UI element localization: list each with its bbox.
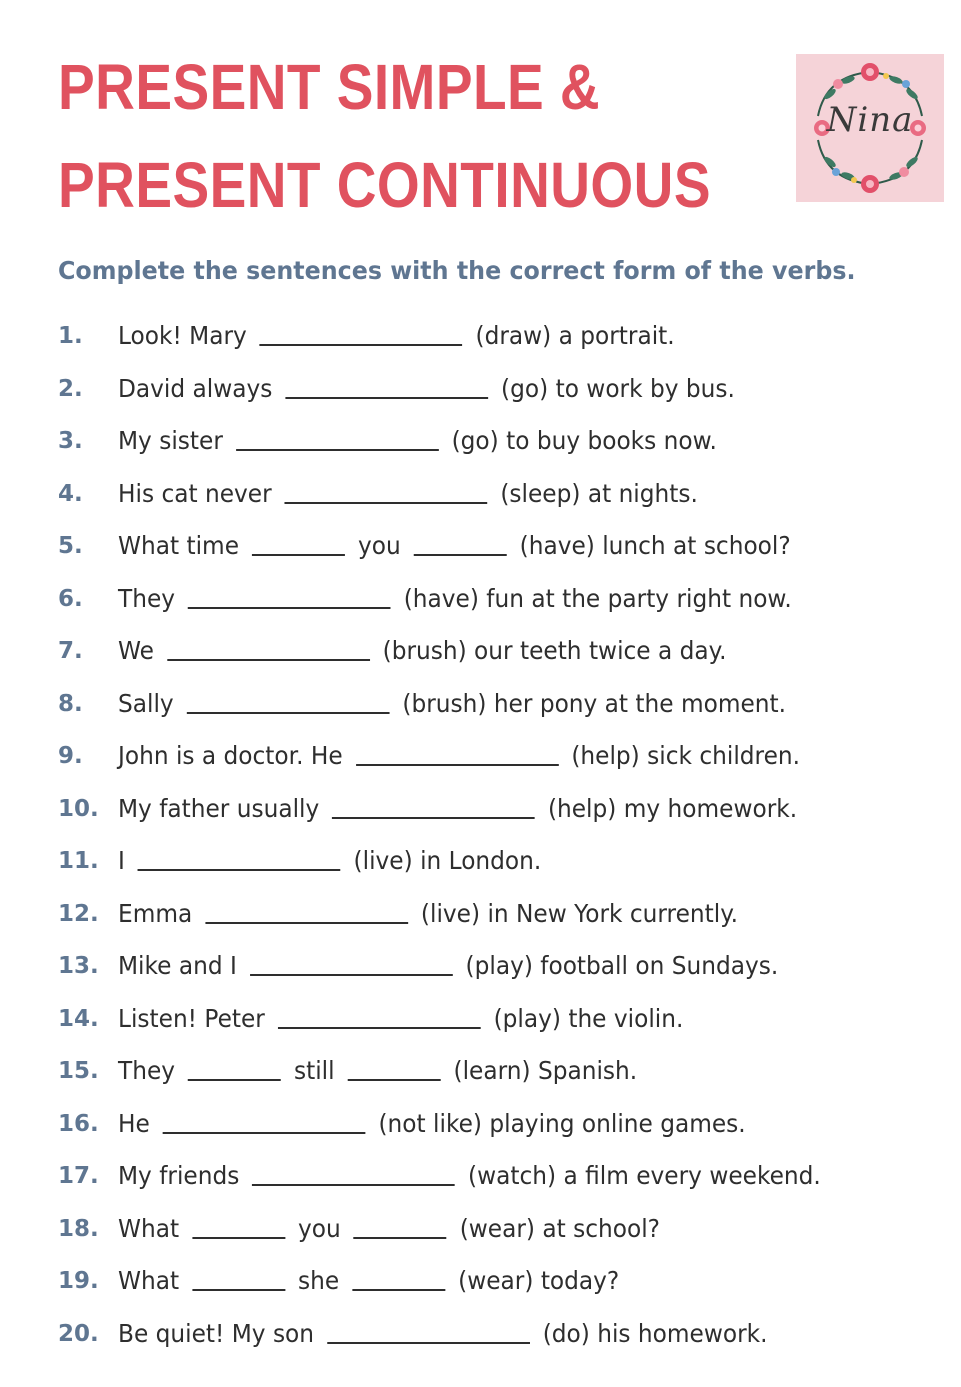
answer-blank[interactable]	[138, 841, 341, 871]
sentence-text: she	[298, 1266, 340, 1295]
exercise-number: 20.	[58, 1320, 99, 1347]
exercise-item	[0, 628, 961, 681]
answer-blank[interactable]	[327, 1314, 530, 1344]
answer-blank[interactable]	[252, 1156, 455, 1186]
sentence-text: David always	[118, 373, 273, 403]
exercise-item	[0, 1258, 961, 1311]
exercise-item	[0, 733, 961, 786]
exercise-item	[0, 1048, 961, 1101]
exercise-number: 12.	[58, 900, 99, 927]
answer-blank[interactable]	[356, 736, 559, 766]
exercise-sentence	[118, 943, 778, 989]
sentence-text: (have) fun at the party right now.	[403, 583, 792, 613]
exercise-number: 8.	[58, 690, 83, 717]
answer-blank[interactable]	[163, 1104, 366, 1134]
exercise-sentence	[118, 996, 683, 1042]
answer-blank[interactable]	[188, 1051, 281, 1081]
answer-blank[interactable]	[332, 789, 535, 819]
answer-blank[interactable]	[278, 999, 481, 1029]
answer-blank[interactable]	[205, 894, 408, 924]
exercise-number: 13.	[58, 953, 99, 979]
sentence-text: (brush) our teeth twice a day.	[382, 636, 727, 665]
exercise-sentence	[118, 1258, 619, 1304]
sentence-text: Sally	[118, 688, 174, 718]
exercise-sentence	[118, 1311, 768, 1357]
exercise-number: 17.	[58, 1163, 99, 1189]
answer-blank[interactable]	[187, 684, 390, 714]
answer-blank[interactable]	[354, 1209, 447, 1239]
sentence-text: you	[357, 531, 401, 560]
sentence-text: (brush) her pony at the moment.	[402, 688, 787, 718]
exercise-sentence	[118, 418, 717, 464]
sentence-text: We	[118, 636, 154, 665]
instruction-text: Complete the sentences with the correct form of the verbs.	[58, 256, 856, 285]
exercise-number: 15.	[58, 1058, 99, 1084]
sentence-text: (play) the violin.	[493, 1003, 684, 1033]
exercise-item	[0, 523, 961, 576]
sentence-text: (help) sick children.	[571, 741, 801, 770]
exercise-number: 7.	[58, 638, 83, 664]
exercise-sentence	[118, 733, 800, 779]
sentence-text: (play) football on Sundays.	[465, 951, 779, 980]
exercise-number: 4.	[58, 480, 83, 507]
sentence-text: My sister	[118, 426, 223, 455]
sentence-text: (not like) playing online games.	[378, 1108, 746, 1138]
sentence-text: (live) in London.	[353, 846, 542, 875]
sentence-text: (learn) Spanish.	[453, 1056, 638, 1085]
exercise-sentence	[118, 786, 797, 832]
exercise-item	[0, 576, 961, 629]
exercise-item	[0, 891, 961, 944]
title-line-1: PRESENT SIMPLE &	[58, 51, 601, 123]
sentence-text: Be quiet! My son	[118, 1318, 315, 1348]
sentence-text: Emma	[118, 898, 193, 928]
answer-blank[interactable]	[167, 631, 370, 661]
answer-blank[interactable]	[285, 474, 488, 504]
sentence-text: you	[298, 1213, 341, 1243]
sentence-text: My father usually	[118, 793, 320, 823]
exercise-number: 16.	[58, 1110, 99, 1137]
exercise-number: 3.	[58, 428, 83, 454]
sentence-text: (watch) a film every weekend.	[468, 1161, 821, 1190]
exercise-item	[0, 838, 961, 891]
sentence-text: Mike and I	[118, 951, 237, 980]
sentence-text: He	[118, 1108, 150, 1138]
exercise-number: 5.	[58, 533, 83, 559]
answer-blank[interactable]	[250, 946, 453, 976]
exercise-number: 9.	[58, 743, 83, 769]
sentence-text: (wear) at school?	[459, 1213, 661, 1243]
exercise-item	[0, 418, 961, 471]
exercise-number: 18.	[58, 1215, 99, 1242]
answer-blank[interactable]	[188, 579, 391, 609]
sentence-text: What	[118, 1213, 180, 1243]
exercise-list	[0, 313, 961, 1363]
exercise-number: 1.	[58, 323, 83, 349]
sentence-text: I	[118, 846, 125, 875]
answer-blank[interactable]	[260, 316, 463, 346]
logo-text: Nina	[826, 100, 914, 140]
exercise-number: 6.	[58, 585, 83, 612]
exercise-sentence	[118, 1153, 821, 1199]
sentence-text: John is a doctor. He	[118, 741, 343, 770]
sentence-text: (do) his homework.	[542, 1318, 768, 1348]
exercise-item	[0, 1311, 961, 1364]
exercise-number: 2.	[58, 375, 83, 402]
sentence-text: Look! Mary	[118, 321, 247, 350]
answer-blank[interactable]	[236, 421, 439, 451]
sentence-text: They	[118, 1056, 176, 1085]
exercise-sentence	[118, 1048, 637, 1094]
answer-blank[interactable]	[192, 1209, 285, 1239]
exercise-item	[0, 1101, 961, 1154]
exercise-item	[0, 786, 961, 839]
exercise-item	[0, 996, 961, 1049]
sentence-text: still	[293, 1056, 335, 1085]
sentence-text: His cat never	[118, 478, 272, 508]
exercise-number: 10.	[58, 795, 99, 822]
answer-blank[interactable]	[252, 526, 345, 556]
sentence-text: Listen! Peter	[118, 1003, 265, 1033]
exercise-sentence	[118, 366, 735, 412]
exercise-sentence	[118, 471, 698, 517]
exercise-sentence	[118, 523, 791, 569]
title-line-2: PRESENT CONTINUOUS	[58, 149, 711, 221]
sentence-text: (draw) a portrait.	[475, 321, 675, 350]
logo	[796, 54, 944, 202]
exercise-sentence	[118, 628, 726, 674]
sentence-text: (sleep) at nights.	[500, 478, 698, 508]
sentence-text: (go) to buy books now.	[451, 426, 717, 455]
exercise-number: 14.	[58, 1005, 99, 1032]
answer-blank[interactable]	[352, 1261, 445, 1291]
sentence-text: What	[118, 1266, 180, 1295]
exercise-item	[0, 681, 961, 734]
exercise-sentence	[118, 576, 792, 622]
exercise-item	[0, 471, 961, 524]
exercise-sentence	[118, 681, 786, 727]
exercise-item	[0, 366, 961, 419]
sentence-text: My friends	[118, 1161, 240, 1190]
exercise-item	[0, 313, 961, 366]
sentence-text: (live) in New York currently.	[420, 898, 739, 928]
answer-blank[interactable]	[348, 1051, 441, 1081]
sentence-text: What time	[118, 531, 240, 560]
sentence-text: (have) lunch at school?	[519, 531, 791, 560]
exercise-number: 19.	[58, 1268, 99, 1294]
exercise-sentence	[118, 313, 675, 359]
exercise-sentence	[118, 891, 738, 937]
exercise-number: 11.	[58, 848, 99, 874]
sentence-text: They	[118, 583, 176, 613]
answer-blank[interactable]	[192, 1261, 285, 1291]
sentence-text: (go) to work by bus.	[501, 373, 735, 403]
exercise-sentence	[118, 838, 541, 884]
exercise-item	[0, 1153, 961, 1206]
answer-blank[interactable]	[414, 526, 507, 556]
exercise-sentence	[118, 1206, 660, 1252]
exercise-sentence	[118, 1101, 746, 1147]
answer-blank[interactable]	[285, 369, 488, 399]
exercise-item	[0, 1206, 961, 1259]
sentence-text: (help) my homework.	[547, 793, 798, 823]
exercise-item	[0, 943, 961, 996]
sentence-text: (wear) today?	[458, 1266, 620, 1295]
